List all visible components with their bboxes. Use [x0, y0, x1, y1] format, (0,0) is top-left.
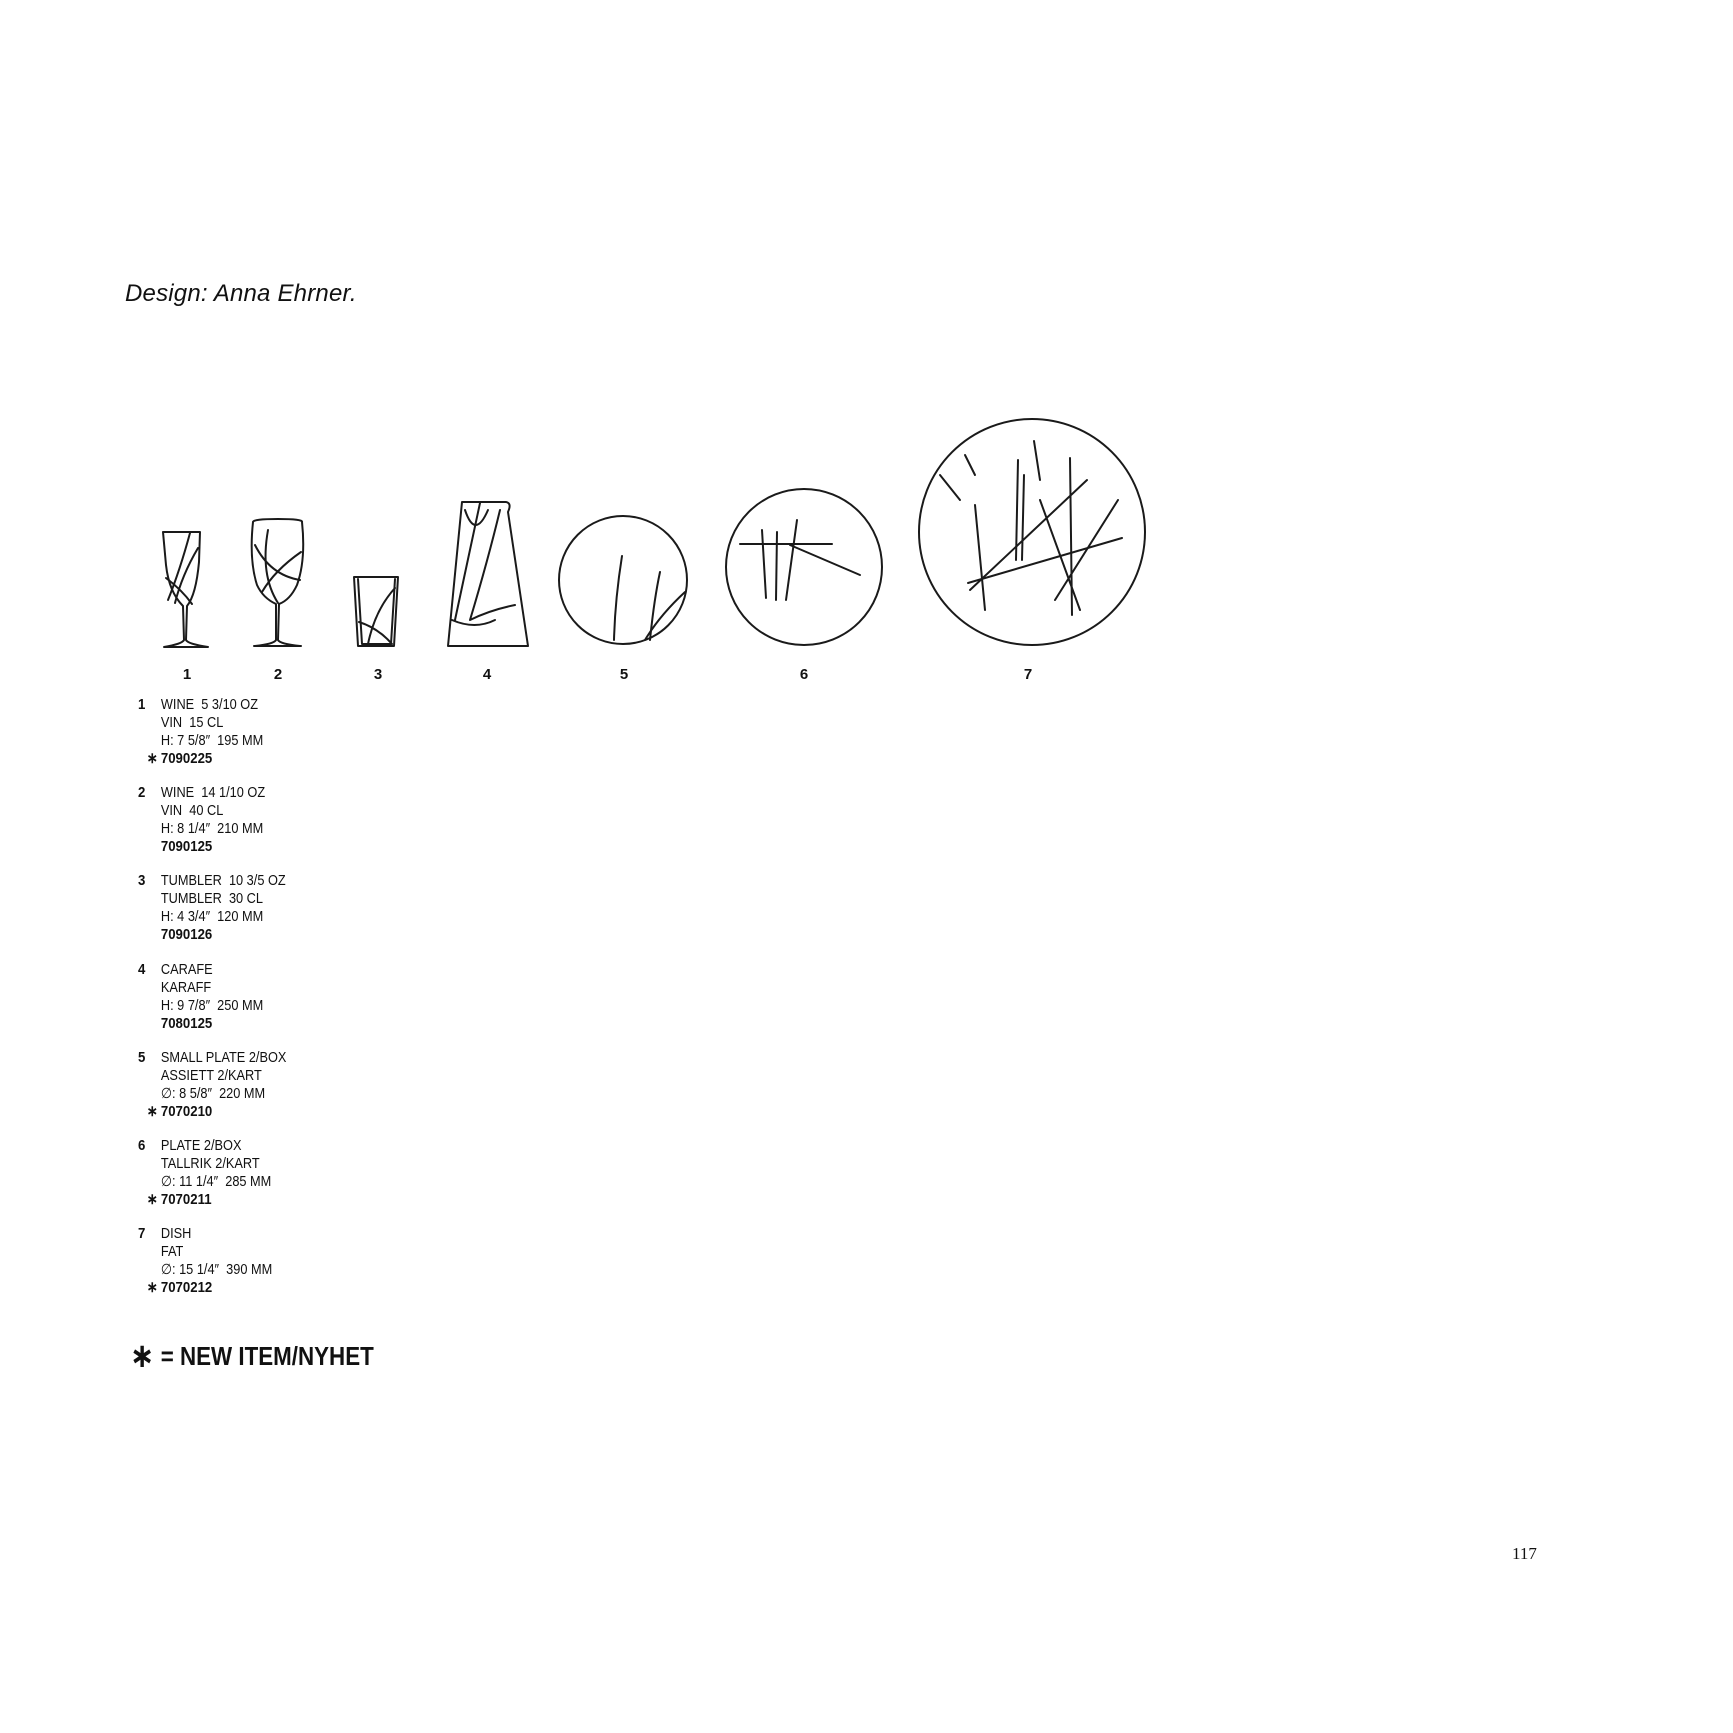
product-index: 6	[138, 1137, 146, 1154]
wine-glass-large-drawing	[252, 519, 304, 646]
product-index: 3	[138, 872, 146, 889]
product-drawings	[0, 0, 1733, 720]
product-name: WINE 5 3/10 OZ	[160, 697, 259, 713]
product-index: 7	[138, 1225, 146, 1242]
product-name-swedish: KARAFF	[160, 980, 212, 996]
product-size: H: 9 7/8″ 250 MM	[160, 998, 264, 1014]
new-item-star: ∗	[146, 1279, 158, 1296]
product-size: ∅: 11 1/4″ 285 MM	[160, 1174, 272, 1190]
product-name: TUMBLER 10 3/5 OZ	[160, 873, 286, 889]
new-item-star: ∗	[146, 1191, 158, 1208]
product-name: SMALL PLATE 2/BOX	[160, 1050, 287, 1066]
product-name-swedish: FAT	[160, 1244, 184, 1260]
product-index: 5	[138, 1049, 146, 1066]
figure-number: 2	[273, 666, 283, 683]
page-number: 117	[1512, 1544, 1537, 1563]
product-name-swedish: ASSIETT 2/KART	[160, 1068, 262, 1084]
figure-number: 4	[482, 666, 492, 683]
product-index: 2	[138, 784, 146, 801]
product-index: 4	[138, 961, 146, 978]
figure-number: 5	[619, 666, 629, 683]
product-code: ∗ 7070210	[146, 1103, 213, 1120]
small-plate-drawing	[559, 516, 687, 644]
product-size: H: 8 1/4″ 210 MM	[160, 821, 264, 837]
product-size: ∅: 15 1/4″ 390 MM	[160, 1262, 273, 1278]
new-item-legend	[130, 1336, 374, 1376]
figure-number: 6	[799, 666, 809, 683]
product-name: WINE 14 1/10 OZ	[160, 785, 266, 801]
product-code: 7090126	[160, 926, 213, 943]
asterisk-icon: ∗	[130, 1337, 155, 1375]
product-size: H: 4 3/4″ 120 MM	[160, 909, 264, 925]
product-code: 7080125	[160, 1015, 213, 1032]
carafe-drawing	[448, 502, 528, 646]
product-name-swedish: TUMBLER 30 CL	[160, 891, 264, 907]
tumbler-drawing	[354, 577, 398, 646]
figure-number: 7	[1023, 666, 1033, 683]
product-code: 7090125	[160, 838, 213, 855]
plate-drawing	[726, 489, 882, 645]
figure-number: 3	[373, 666, 383, 683]
new-item-star: ∗	[146, 750, 158, 767]
product-size: H: 7 5/8″ 195 MM	[160, 733, 264, 749]
product-name-swedish: VIN 15 CL	[160, 715, 224, 731]
product-index: 1	[138, 696, 146, 713]
legend-text: = NEW ITEM/NYHET	[154, 1341, 374, 1371]
product-name: DISH	[160, 1226, 192, 1242]
design-credit: Design: Anna Ehrner.	[125, 280, 357, 307]
product-name: PLATE 2/BOX	[160, 1138, 242, 1154]
product-code: ∗ 7090225	[146, 750, 213, 767]
product-size: ∅: 8 5/8″ 220 MM	[160, 1086, 266, 1102]
product-code: ∗ 7070211	[146, 1191, 212, 1208]
wine-glass-small-drawing	[163, 532, 208, 647]
new-item-star: ∗	[146, 1103, 158, 1120]
product-code: ∗ 7070212	[146, 1279, 213, 1296]
product-name: CARAFE	[160, 962, 213, 978]
figure-number: 1	[182, 666, 192, 683]
dish-drawing	[919, 419, 1145, 645]
product-name-swedish: VIN 40 CL	[160, 803, 224, 819]
product-name-swedish: TALLRIK 2/KART	[160, 1156, 260, 1172]
